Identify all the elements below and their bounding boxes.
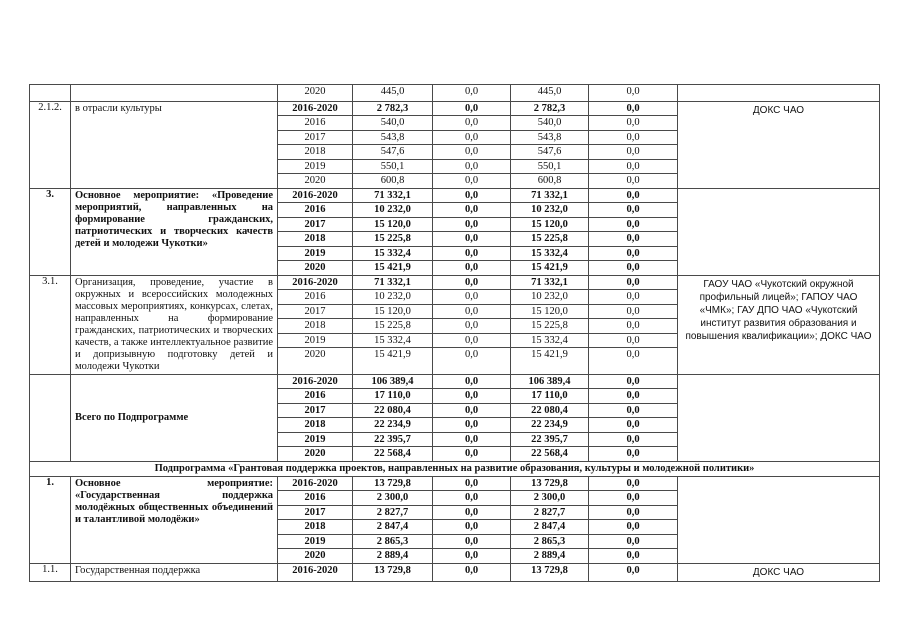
period-value: 2018 [278, 519, 352, 534]
regional-funding-cell [511, 85, 589, 102]
responsible-organization [678, 374, 880, 461]
total-funding-cell [353, 101, 433, 188]
total-funding-value: 22 395,7 [353, 432, 432, 447]
total-funding-value: 2 300,0 [353, 490, 432, 505]
federal-funding-value: 0,0 [433, 304, 510, 319]
other-funding-value: 0,0 [626, 102, 640, 114]
regional-funding-value: 550,1 [511, 159, 588, 174]
regional-funding-cell [511, 275, 589, 374]
regional-funding-value: 547,6 [511, 144, 588, 159]
regional-funding-value: 15 332,4 [511, 246, 588, 261]
federal-funding-cell [433, 275, 511, 374]
total-funding-value: 543,8 [353, 130, 432, 145]
total-funding-value: 15 421,9 [353, 347, 432, 362]
total-funding-value: 2 782,3 [376, 102, 409, 114]
federal-funding-value: 0,0 [433, 534, 510, 549]
responsible-organization [678, 476, 880, 563]
federal-funding-value: 0,0 [433, 144, 510, 159]
total-funding-value: 550,1 [353, 159, 432, 174]
regional-funding-value: 2 827,7 [511, 505, 588, 520]
federal-funding-value: 0,0 [464, 564, 479, 576]
regional-funding-value: 15 225,8 [511, 318, 588, 333]
regional-funding-value: 543,8 [511, 130, 588, 145]
period-value: 2017 [278, 304, 352, 319]
regional-funding-value: 2 865,3 [511, 534, 588, 549]
other-funding-value: 0,0 [589, 260, 677, 275]
federal-funding-value: 0,0 [433, 246, 510, 261]
total-funding-cell [353, 563, 433, 581]
period-value: 2018 [278, 231, 352, 246]
regional-funding-cell [511, 188, 589, 275]
federal-funding-value: 0,0 [464, 276, 479, 288]
other-funding-value: 0,0 [589, 318, 677, 333]
federal-funding-value: 0,0 [433, 505, 510, 520]
regional-funding-cell [511, 101, 589, 188]
row-number [30, 85, 71, 102]
period-cell [278, 476, 353, 563]
total-funding-cell [353, 188, 433, 275]
total-funding-value: 15 120,0 [353, 304, 432, 319]
regional-funding-value: 71 332,1 [531, 276, 568, 288]
regional-funding-value: 2 889,4 [511, 548, 588, 563]
activity-name: Всего по Подпрограмме [71, 374, 278, 461]
other-funding-value: 0,0 [589, 130, 677, 145]
period-value: 2019 [278, 333, 352, 348]
period-value: 2016 [278, 388, 352, 403]
total-funding-value: 2 889,4 [353, 548, 432, 563]
other-funding-value: 0,0 [589, 432, 677, 447]
regional-funding-cell [511, 476, 589, 563]
period-value: 2019 [278, 159, 352, 174]
table-row [30, 85, 880, 102]
period-value: 2019 [278, 432, 352, 447]
period-value: 2020 [304, 86, 326, 97]
regional-funding-value: 13 729,8 [531, 564, 568, 576]
federal-funding-value: 0,0 [464, 102, 479, 114]
federal-funding-value: 0,0 [433, 347, 510, 362]
period-value: 2016 [278, 490, 352, 505]
total-funding-value: 106 389,4 [371, 375, 414, 387]
federal-funding-value: 0,0 [433, 446, 510, 461]
period-value: 2019 [278, 246, 352, 261]
total-funding-value: 13 729,8 [374, 477, 411, 489]
other-funding-value: 0,0 [589, 304, 677, 319]
federal-funding-value: 0,0 [433, 333, 510, 348]
federal-funding-cell [433, 85, 511, 102]
period-value: 2016-2020 [292, 375, 338, 387]
total-funding-value: 22 568,4 [353, 446, 432, 461]
total-funding-value: 15 225,8 [353, 231, 432, 246]
table-row [30, 476, 880, 563]
other-funding-value: 0,0 [626, 375, 640, 387]
total-funding-cell [353, 85, 433, 102]
other-funding-cell [589, 563, 678, 581]
total-funding-value: 22 234,9 [353, 417, 432, 432]
responsible-organization: ДОКС ЧАО [678, 563, 880, 581]
total-funding-value: 17 110,0 [353, 388, 432, 403]
federal-funding-value: 0,0 [433, 403, 510, 418]
regional-funding-value: 2 782,3 [533, 102, 566, 114]
total-funding-cell [353, 275, 433, 374]
table-row [30, 101, 880, 188]
period-value: 2018 [278, 417, 352, 432]
row-number: 2.1.2. [30, 101, 71, 188]
other-funding-value: 0,0 [589, 403, 677, 418]
other-funding-cell [589, 85, 678, 102]
period-value: 2016-2020 [292, 102, 338, 114]
federal-funding-value: 0,0 [433, 289, 510, 304]
regional-funding-value: 15 120,0 [511, 217, 588, 232]
regional-funding-value: 17 110,0 [511, 388, 588, 403]
other-funding-value: 0,0 [589, 217, 677, 232]
other-funding-value: 0,0 [589, 388, 677, 403]
other-funding-value: 0,0 [626, 189, 640, 201]
federal-funding-cell [433, 476, 511, 563]
total-funding-value: 10 232,0 [353, 289, 432, 304]
total-funding-value: 13 729,8 [374, 564, 411, 576]
federal-funding-value: 0,0 [433, 519, 510, 534]
period-value: 2016 [278, 115, 352, 130]
period-cell [278, 374, 353, 461]
regional-funding-value: 15 421,9 [511, 260, 588, 275]
federal-funding-cell [433, 563, 511, 581]
period-value: 2018 [278, 318, 352, 333]
regional-funding-value: 15 225,8 [511, 231, 588, 246]
responsible-organization: ГАОУ ЧАО «Чукотский окружной профильный лицей»; ГАПОУ ЧАО «ЧМК»; ГАУ ДПО ЧАО «Чукотский институт развития образования и повышения квалификации»; ДОКС ЧАО [678, 275, 880, 374]
federal-funding-cell [433, 101, 511, 188]
period-value: 2020 [278, 347, 352, 362]
other-funding-value: 0,0 [589, 446, 677, 461]
total-funding-value: 540,0 [353, 115, 432, 130]
regional-funding-value: 600,8 [511, 173, 588, 188]
other-funding-value: 0,0 [589, 519, 677, 534]
other-funding-value: 0,0 [589, 417, 677, 432]
federal-funding-value: 0,0 [464, 86, 479, 97]
other-funding-value: 0,0 [589, 115, 677, 130]
table-row [30, 374, 880, 461]
other-funding-value: 0,0 [626, 86, 640, 97]
other-funding-value: 0,0 [589, 347, 677, 362]
total-funding-value: 71 332,1 [374, 189, 411, 201]
federal-funding-value: 0,0 [433, 490, 510, 505]
regional-funding-value: 10 232,0 [511, 202, 588, 217]
federal-funding-value: 0,0 [433, 432, 510, 447]
regional-funding-value: 15 120,0 [511, 304, 588, 319]
other-funding-value: 0,0 [626, 276, 640, 288]
federal-funding-value: 0,0 [433, 548, 510, 563]
regional-funding-value: 13 729,8 [531, 477, 568, 489]
federal-funding-value: 0,0 [433, 115, 510, 130]
period-value: 2017 [278, 217, 352, 232]
period-value: 2020 [278, 548, 352, 563]
other-funding-cell [589, 101, 678, 188]
other-funding-cell [589, 476, 678, 563]
regional-funding-value: 22 568,4 [511, 446, 588, 461]
responsible-organization [678, 188, 880, 275]
federal-funding-value: 0,0 [433, 417, 510, 432]
other-funding-cell [589, 188, 678, 275]
activity-name: Основное мероприятие: «Проведение мероприятий, направленных на формирование гражданских, патриотических и творческих качеств детей и молодежи Чукотки» [71, 188, 278, 275]
total-funding-value: 600,8 [353, 173, 432, 188]
regional-funding-value: 15 332,4 [511, 333, 588, 348]
regional-funding-value: 106 389,4 [528, 375, 571, 387]
period-cell [278, 563, 353, 581]
federal-funding-value: 0,0 [464, 189, 479, 201]
period-value: 2016-2020 [292, 564, 338, 576]
total-funding-value: 15 332,4 [353, 333, 432, 348]
regional-funding-value: 22 080,4 [511, 403, 588, 418]
period-value: 2016-2020 [292, 276, 338, 288]
other-funding-value: 0,0 [589, 246, 677, 261]
other-funding-value: 0,0 [589, 333, 677, 348]
period-value: 2016 [278, 289, 352, 304]
period-value: 2017 [278, 403, 352, 418]
period-cell [278, 101, 353, 188]
table-row [30, 275, 880, 374]
table-row [30, 563, 880, 581]
other-funding-value: 0,0 [589, 202, 677, 217]
other-funding-value: 0,0 [589, 534, 677, 549]
responsible-organization: ДОКС ЧАО [678, 101, 880, 188]
other-funding-value: 0,0 [589, 144, 677, 159]
regional-funding-value: 2 300,0 [511, 490, 588, 505]
regional-funding-value: 15 421,9 [511, 347, 588, 362]
period-cell [278, 188, 353, 275]
total-funding-value: 445,0 [380, 86, 405, 97]
activity-name: Государственная поддержка [71, 563, 278, 581]
other-funding-value: 0,0 [589, 490, 677, 505]
responsible-organization [678, 85, 880, 102]
other-funding-value: 0,0 [589, 173, 677, 188]
other-funding-value: 0,0 [589, 289, 677, 304]
other-funding-value: 0,0 [589, 231, 677, 246]
federal-funding-value: 0,0 [433, 130, 510, 145]
regional-funding-value: 445,0 [537, 86, 562, 97]
total-funding-value: 15 225,8 [353, 318, 432, 333]
federal-funding-value: 0,0 [433, 159, 510, 174]
total-funding-value: 2 827,7 [353, 505, 432, 520]
period-value: 2020 [278, 446, 352, 461]
total-funding-value: 547,6 [353, 144, 432, 159]
federal-funding-value: 0,0 [433, 231, 510, 246]
other-funding-value: 0,0 [589, 159, 677, 174]
other-funding-value: 0,0 [626, 564, 640, 576]
period-value: 2018 [278, 144, 352, 159]
total-funding-value: 10 232,0 [353, 202, 432, 217]
period-value: 2016-2020 [292, 477, 338, 489]
other-funding-cell [589, 374, 678, 461]
row-number: 1. [30, 476, 71, 563]
period-value: 2019 [278, 534, 352, 549]
other-funding-cell [589, 275, 678, 374]
total-funding-value: 2 847,4 [353, 519, 432, 534]
period-cell [278, 85, 353, 102]
total-funding-value: 71 332,1 [374, 276, 411, 288]
subprogram-title: Подпрограмма «Грантовая поддержка проектов, направленных на развитие образования, культуры и молодежной политики» [30, 461, 880, 476]
regional-funding-value: 540,0 [511, 115, 588, 130]
activity-name: Основное мероприятие: «Государственная поддержка молодёжных общественных объединений и талантливой молодёжи» [71, 476, 278, 563]
total-funding-value: 15 332,4 [353, 246, 432, 261]
federal-funding-value: 0,0 [433, 388, 510, 403]
activity-name [71, 85, 278, 102]
total-funding-value: 22 080,4 [353, 403, 432, 418]
regional-funding-cell [511, 374, 589, 461]
federal-funding-value: 0,0 [433, 217, 510, 232]
row-number: 3.1. [30, 275, 71, 374]
federal-funding-value: 0,0 [433, 173, 510, 188]
regional-funding-value: 22 234,9 [511, 417, 588, 432]
total-funding-value: 15 120,0 [353, 217, 432, 232]
period-value: 2017 [278, 505, 352, 520]
period-value: 2016 [278, 202, 352, 217]
federal-funding-value: 0,0 [464, 375, 479, 387]
budget-table [29, 84, 880, 582]
total-funding-cell [353, 476, 433, 563]
period-value: 2020 [278, 173, 352, 188]
period-value: 2017 [278, 130, 352, 145]
row-number [30, 374, 71, 461]
federal-funding-value: 0,0 [433, 260, 510, 275]
federal-funding-value: 0,0 [433, 202, 510, 217]
regional-funding-value: 2 847,4 [511, 519, 588, 534]
regional-funding-value: 22 395,7 [511, 432, 588, 447]
activity-name: в отрасли культуры [71, 101, 278, 188]
federal-funding-value: 0,0 [464, 477, 479, 489]
other-funding-value: 0,0 [589, 548, 677, 563]
period-cell [278, 275, 353, 374]
row-number: 1.1. [30, 563, 71, 581]
row-number: 3. [30, 188, 71, 275]
other-funding-value: 0,0 [626, 477, 640, 489]
regional-funding-value: 71 332,1 [531, 189, 568, 201]
federal-funding-value: 0,0 [433, 318, 510, 333]
period-value: 2016-2020 [292, 189, 338, 201]
total-funding-value: 2 865,3 [353, 534, 432, 549]
federal-funding-cell [433, 188, 511, 275]
budget-table-page [29, 84, 879, 582]
regional-funding-value: 10 232,0 [511, 289, 588, 304]
total-funding-value: 15 421,9 [353, 260, 432, 275]
federal-funding-cell [433, 374, 511, 461]
other-funding-value: 0,0 [589, 505, 677, 520]
activity-name: Организация, проведение, участие в окружных и всероссийских молодежных массовых мероприятиях, конкурсах, слетах, направленных на формирование гражданских, патриотических и творческих качеств, а также интеллектуальное развитие и допризывную подготовку детей и молодежи Чукотки [71, 275, 278, 374]
section-header-row [30, 461, 880, 476]
period-value: 2020 [278, 260, 352, 275]
table-row [30, 188, 880, 275]
total-funding-cell [353, 374, 433, 461]
regional-funding-cell [511, 563, 589, 581]
